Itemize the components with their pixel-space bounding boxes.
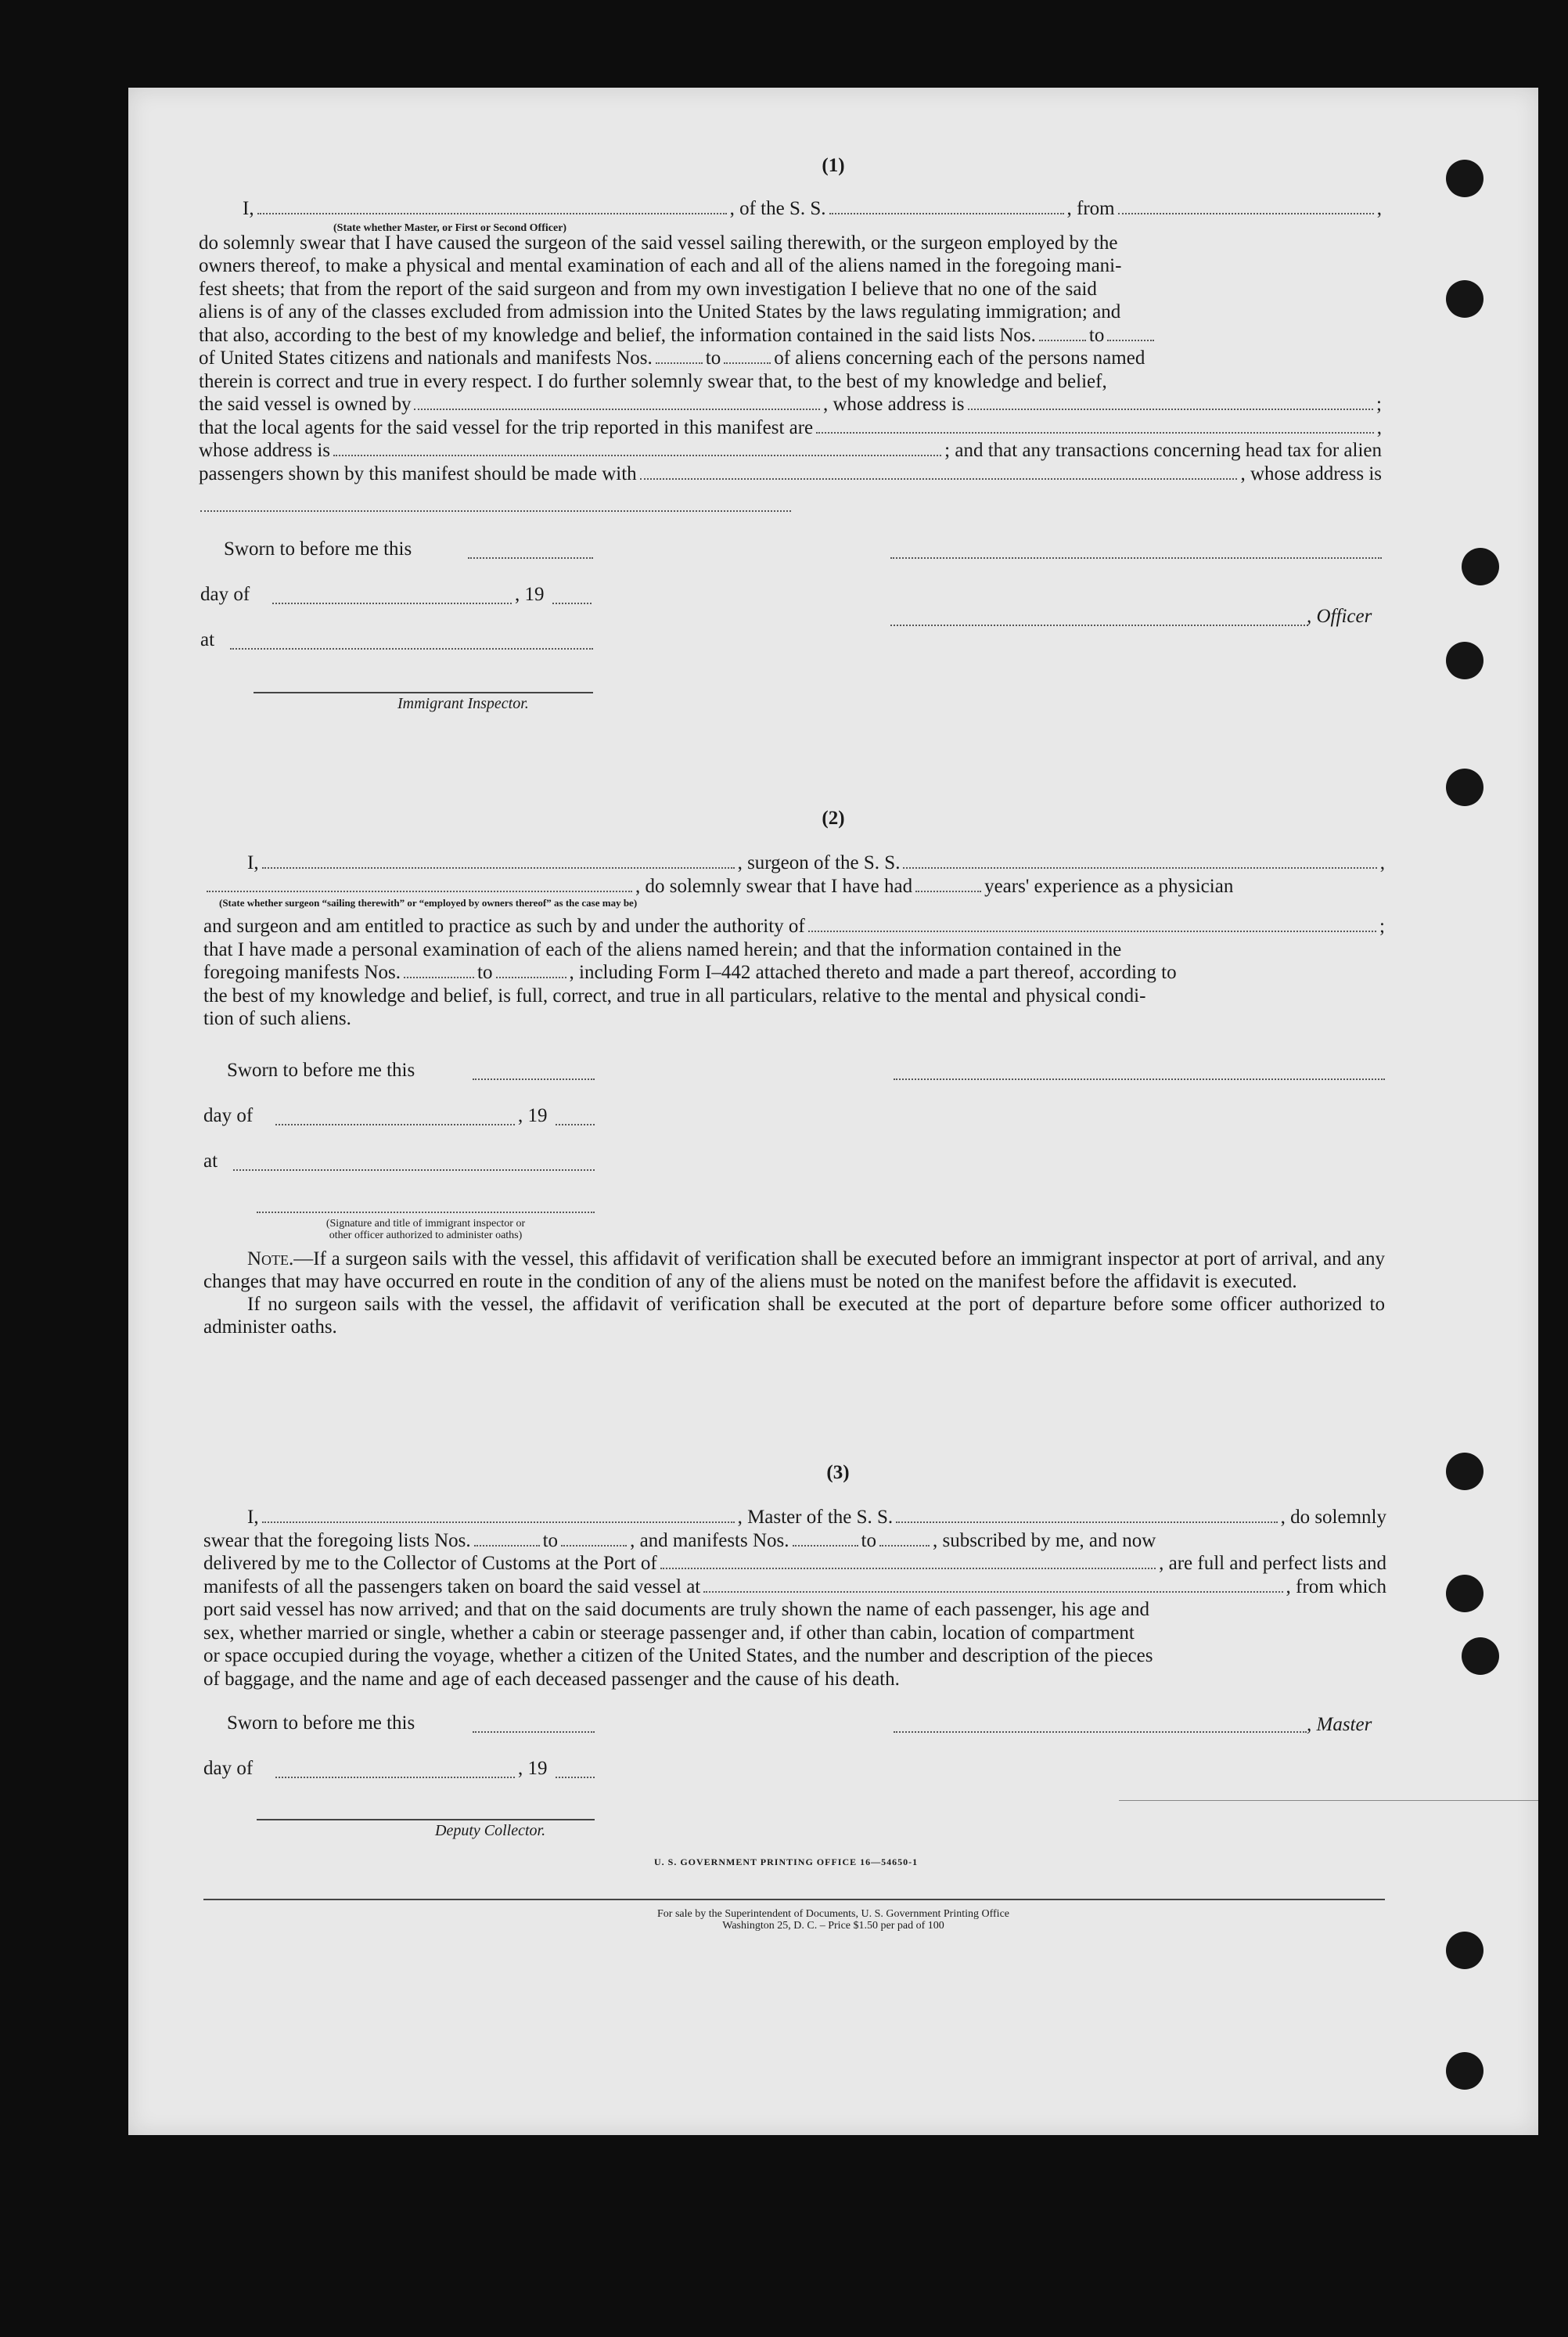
s1-officer-blank[interactable] [257, 199, 727, 214]
s3-day-blank[interactable] [275, 1777, 515, 1778]
s1-from-blank[interactable] [1118, 199, 1374, 214]
s2-years-blank[interactable] [915, 877, 981, 892]
section-1-number: (1) [822, 155, 845, 176]
s1-owner-address-blank[interactable] [968, 394, 1374, 410]
s1-lists-from-blank[interactable] [1039, 326, 1086, 341]
s1-lists-b: to [1088, 324, 1105, 346]
s1-vessel-blank[interactable] [829, 199, 1064, 214]
s1-agents-blank[interactable] [816, 418, 1374, 434]
s3-lists-e: , subscribed by me, and now [932, 1529, 1156, 1551]
s1-pass-b: , whose address is [1240, 463, 1382, 484]
s2-surgeon-type-blank[interactable] [207, 877, 632, 892]
s3-sworn-label: Sworn to before me this [227, 1712, 415, 1734]
s3-manifest-to-blank[interactable] [879, 1531, 930, 1547]
s1-owned-c: ; [1376, 394, 1382, 415]
s1-body-2: fest sheets; that from the report of the said surgeon and from my own investigation I believe that no one of the said [199, 278, 1097, 300]
s3-lists-from-blank[interactable] [474, 1531, 540, 1547]
binder-hole [1446, 1575, 1483, 1612]
s3-master-label: , Master [1307, 1714, 1372, 1735]
s3-line6: sex, whether married or single, whether a cabin or steerage passenger and, if other than cabin, location of compartment [203, 1622, 1135, 1644]
s1-body-1: owners thereof, to make a physical and mental examination of each and all of the aliens named in the foregoing mani- [199, 255, 1122, 276]
s2-inspector-line[interactable] [257, 1212, 595, 1213]
s3-i: I, [247, 1507, 259, 1528]
s3-lists-d: to [861, 1529, 876, 1551]
margin-line [1119, 1800, 1538, 1801]
s1-end: , [1376, 198, 1382, 219]
s1-agents-a: that the local agents for the said vessel for the trip reported in this manifest are [199, 416, 814, 438]
s2-line6: the best of my knowledge and belief, is full, correct, and true in all particulars, relative to the mental and physical condi- [203, 985, 1146, 1006]
s3-sworn-blank[interactable] [473, 1731, 595, 1733]
s1-inspector-line[interactable] [254, 692, 593, 693]
s2-swear: , do solemnly swear that I have had [635, 875, 913, 897]
s1-at-blank[interactable] [230, 648, 593, 650]
s3-collector-label: Deputy Collector. [435, 1822, 546, 1839]
s2-surgeon-name-blank[interactable] [262, 853, 735, 869]
binder-hole [1446, 2052, 1483, 2090]
s1-signature-blank[interactable] [890, 557, 1382, 559]
s2-day-blank[interactable] [275, 1124, 515, 1125]
s2-sig-caption-2: other officer authorized to administer oaths) [329, 1230, 523, 1241]
section-1-text [199, 197, 1382, 485]
s3-board-blank[interactable] [703, 1577, 1282, 1593]
s3-port-b: , are full and perfect lists and [1159, 1553, 1386, 1574]
s1-officer-sign-blank[interactable] [890, 625, 1308, 626]
gpo-imprint: U. S. GOVERNMENT PRINTING OFFICE 16—54650-1 [654, 1856, 919, 1867]
s2-surgeon: , surgeon of the S. S. [737, 852, 901, 873]
s1-citizens-c: of aliens concerning each of the persons named [774, 347, 1145, 369]
s3-vessel-blank[interactable] [896, 1507, 1277, 1523]
s1-manifest-from-blank[interactable] [656, 348, 703, 364]
s3-day-label: day of [203, 1758, 254, 1779]
s2-year-blank[interactable] [556, 1124, 595, 1125]
s2-manifest-c: , including Form I–442 attached thereto and made a part thereof, according to [569, 962, 1177, 983]
footer-sale [128, 1908, 1538, 1932]
s1-officer-label: , Officer [1307, 606, 1372, 627]
binder-hole [1446, 769, 1483, 806]
s3-lists-c: , and manifests Nos. [630, 1529, 789, 1551]
s3-board-b: , from which [1286, 1575, 1386, 1597]
s1-sworn-blank[interactable] [468, 557, 593, 559]
s1-agents-address-blank[interactable] [333, 441, 941, 456]
s1-owned-b: , whose address is [823, 394, 965, 415]
s3-line7: or space occupied during the voyage, whether a citizen of the United States, and the number and description of the pieces [203, 1645, 1153, 1666]
s2-authority-a: and surgeon and am entitled to practice as such by and under the authority of [203, 916, 805, 937]
s2-sworn-blank[interactable] [473, 1078, 595, 1080]
s1-citizens-b: to [705, 347, 721, 369]
s1-whose-b: ; and that any transactions concerning head tax for alien [944, 440, 1382, 461]
s3-line8: of baggage, and the name and age of each deceased passenger and the cause of his death. [203, 1668, 900, 1690]
s3-port-blank[interactable] [660, 1554, 1156, 1569]
s2-at-label: at [203, 1150, 218, 1172]
s3-lists-to-blank[interactable] [561, 1531, 627, 1547]
s2-note [203, 1248, 1385, 1338]
s2-signature-blank[interactable] [894, 1078, 1385, 1080]
s2-authority-b: ; [1379, 916, 1385, 937]
s3-board-a: manifests of all the passengers taken on board the said vessel at [203, 1575, 701, 1597]
s3-year-label: , 19 [518, 1758, 548, 1779]
s1-year-blank[interactable] [552, 603, 592, 604]
s3-year-blank[interactable] [556, 1777, 595, 1778]
s2-note-text2: If no surgeon sails with the vessel, the affidavit of verification shall be executed at the port of departure before some officer authorized to administer oaths. [203, 1294, 1385, 1338]
s3-lists-a: swear that the foregoing lists Nos. [203, 1529, 471, 1551]
s2-sworn-label: Sworn to before me this [227, 1060, 415, 1081]
s3-collector-line[interactable] [257, 1819, 595, 1820]
s1-day-label: day of [200, 584, 250, 605]
s1-agents-b: , [1376, 416, 1382, 438]
s1-address-blank[interactable] [200, 510, 791, 512]
section-3-text [203, 1506, 1386, 1691]
s2-authority-blank[interactable] [808, 916, 1376, 932]
s3-manifest-from-blank[interactable] [793, 1531, 858, 1547]
form-page [128, 88, 1538, 2135]
section-3-number: (3) [826, 1462, 850, 1483]
s1-manifest-to-blank[interactable] [724, 348, 771, 364]
s1-headtax-blank[interactable] [640, 464, 1238, 480]
s2-year-label: , 19 [518, 1105, 548, 1126]
s1-whose-a: whose address is [199, 440, 331, 461]
s1-inspector-label: Immigrant Inspector. [397, 695, 529, 712]
s2-end: , [1379, 852, 1385, 873]
s2-line4: that I have made a personal examination of each of the aliens named herein; and that the information contained in the [203, 938, 1122, 960]
s1-day-blank[interactable] [272, 603, 512, 604]
s2-note-text: —If a surgeon sails with the vessel, this affidavit of verification shall be executed before an immigrant inspector at port of arrival, and any changes that may have occurred en route in the condition of any of the aliens must be noted on the manifest before the affidavit is executed. [203, 1248, 1385, 1292]
s2-manifest-a: foregoing manifests Nos. [203, 962, 401, 983]
s1-owner-blank[interactable] [414, 394, 820, 410]
s1-lists-a: that also, according to the best of my knowledge and belief, the information contained in the said lists Nos. [199, 324, 1036, 346]
s1-from: , from [1066, 198, 1115, 219]
s3-line5: port said vessel has now arrived; and that on the said documents are truly shown the name of each passenger, his age and [203, 1599, 1150, 1620]
s1-correct: therein is correct and true in every respect. I do further solemnly swear that, to the best of my knowledge and belief, [199, 370, 1107, 392]
section-2-number: (2) [822, 808, 845, 829]
binder-hole [1446, 280, 1483, 318]
s1-body-0: do solemnly swear that I have caused the surgeon of the said vessel sailing therewith, or the surgeon employed by the [199, 232, 1118, 254]
s1-owned-a: the said vessel is owned by [199, 394, 412, 415]
s2-sig-caption [257, 1218, 595, 1241]
s2-note-label: Note. [247, 1248, 294, 1269]
s2-surgeon-caption: (State whether surgeon “sailing therewith” or “employed by owners thereof” as the case may be) [219, 897, 638, 909]
s1-officer-caption: (State whether Master, or First or Second Officer) [333, 222, 567, 234]
s2-manifest-from-blank[interactable] [404, 963, 474, 978]
footer-sale-2: Washington 25, D. C. – Price $1.50 per pad of 100 [722, 1920, 944, 1932]
s1-of-ss: , of the S. S. [729, 198, 826, 219]
s3-signature-blank[interactable] [894, 1731, 1307, 1733]
binder-hole [1462, 548, 1499, 585]
s3-master: , Master of the S. S. [737, 1507, 894, 1528]
s2-i: I, [247, 852, 259, 873]
s2-line7: tion of such aliens. [203, 1008, 351, 1029]
s1-body-3: aliens is of any of the classes excluded from admission into the United States by the laws regulating immigration; and [199, 301, 1121, 322]
s2-years: years' experience as a physician [984, 875, 1234, 897]
binder-hole [1446, 1932, 1483, 1969]
s1-citizens-a: of United States citizens and nationals and manifests Nos. [199, 347, 653, 369]
s2-manifest-to-blank[interactable] [496, 963, 566, 978]
s3-lists-b: to [542, 1529, 559, 1551]
s3-end: , do solemnly [1280, 1507, 1386, 1528]
s1-year-label: , 19 [515, 584, 545, 605]
section-2-text [203, 852, 1385, 1031]
s2-vessel-blank[interactable] [903, 853, 1376, 869]
binder-hole [1462, 1637, 1499, 1675]
s3-master-name-blank[interactable] [262, 1507, 735, 1523]
s1-i: I, [243, 198, 254, 219]
s1-pass-a: passengers shown by this manifest should be made with [199, 463, 637, 484]
binder-hole [1446, 642, 1483, 679]
footer-rule [203, 1899, 1385, 1900]
s3-port-a: delivered by me to the Collector of Customs at the Port of [203, 1553, 657, 1574]
s1-sworn-label: Sworn to before me this [224, 538, 412, 560]
s2-manifest-b: to [477, 962, 493, 983]
s1-at-label: at [200, 629, 215, 650]
s1-lists-to-blank[interactable] [1107, 326, 1154, 341]
s2-sig-caption-1: (Signature and title of immigrant inspector or [325, 1218, 526, 1230]
footer-sale-1: For sale by the Superintendent of Documents, U. S. Government Printing Office [657, 1908, 1009, 1920]
s2-at-blank[interactable] [233, 1169, 595, 1171]
s2-day-label: day of [203, 1105, 254, 1126]
